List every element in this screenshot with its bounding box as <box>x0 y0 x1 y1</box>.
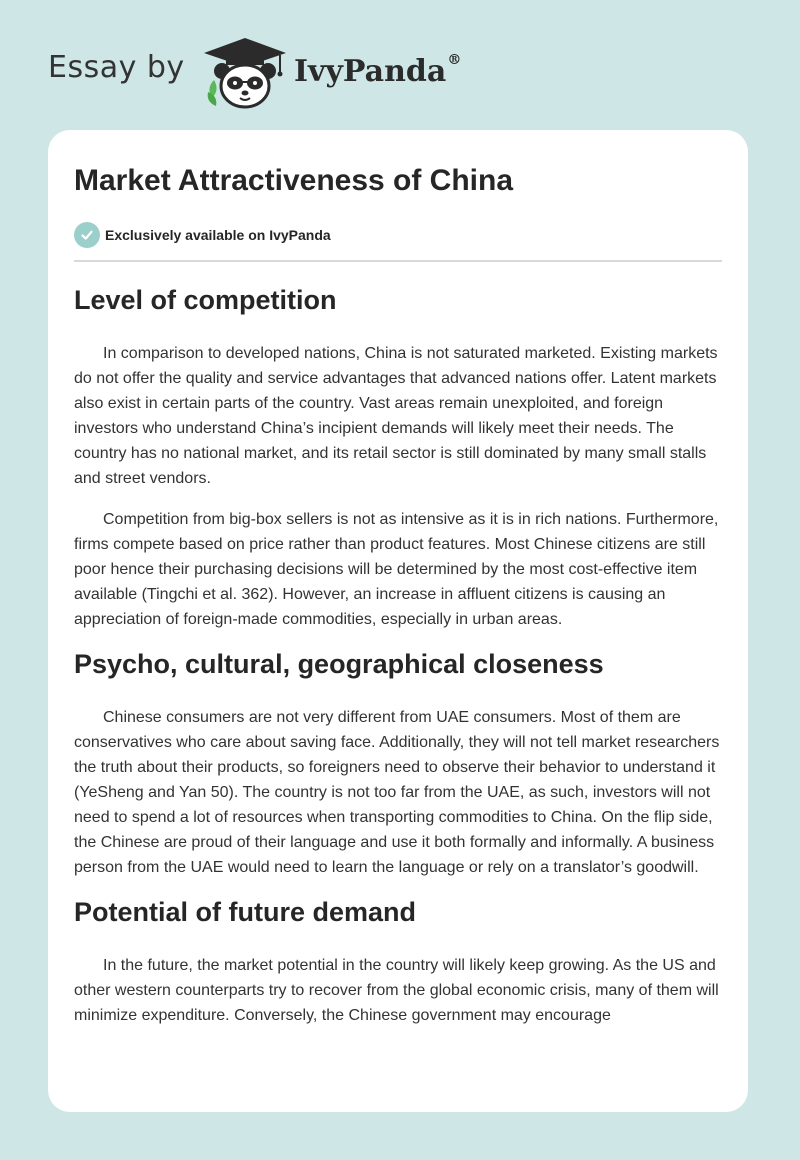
section-heading-psycho-cultural-geographical: Psycho, cultural, geographical closeness <box>74 649 604 679</box>
paragraph: Competition from big-box sellers is not as intensive as it is in rich nations. Furthermore, firms compete based on price rather than product features. Most Chinese citizens are still poor hence their purchasing decisions will be determined by the most cost-effective item available (Tingchi et al. 362). However, an increase in affluent citizens is causing an appreciation of foreign-made commodities, especially in urban areas. <box>74 511 719 628</box>
paragraph: Chinese consumers are not very different from UAE consumers. Most of them are conservatives who care about saving face. Additionally, they will not tell market researchers the truth about their products, so foreigners need to observe their behavior to understand it (YeSheng and Yan 50). The country is not too far from the UAE, as such, investors will not need to spend a lot of resources when transporting commodities to China. On the flip side, the Chinese are proud of their language and use it both formally and informally. A business person from the UAE would need to learn the language or rely on a translator’s goodwill. <box>74 709 720 876</box>
check-mark-icon <box>80 228 94 242</box>
essay-card <box>48 130 748 1112</box>
brand-name-text: IvyPanda <box>294 54 447 89</box>
essay-by-label: Essay by <box>48 50 185 85</box>
panda-graduate-logo-icon[interactable] <box>200 36 290 110</box>
paragraph: In comparison to developed nations, China is not saturated marketed. Existing markets do not offer the quality and service advantages that advanced nations offer. Latent markets also exist in certain parts of the country. Vast areas remain unexploited, and foreign investors who understand China’s incipient demands will likely meet their needs. The country has no national market, and its retail sector is still dominated by many small stalls and street vendors. <box>74 345 718 487</box>
paragraph: In the future, the market potential in the country will likely keep growing. As the US and other western counterparts try to recover from the global economic crisis, many of them will minimize expenditure. Conversely, the Chinese government may encourage <box>74 957 719 1024</box>
essay-content <box>74 282 722 1028</box>
exclusive-badge-label: Exclusively available on IvyPanda <box>105 227 331 243</box>
section-heading-level-of-competition: Level of competition <box>74 285 337 315</box>
title-divider <box>74 260 722 262</box>
brand-name[interactable] <box>294 54 461 89</box>
check-icon <box>74 222 100 248</box>
registered-mark: ® <box>447 52 462 68</box>
section-heading-potential-of-future-demand: Potential of future demand <box>74 897 417 927</box>
page-title: Market Attractiveness of China <box>74 164 514 197</box>
site-header <box>0 0 800 120</box>
exclusive-badge <box>74 222 331 248</box>
